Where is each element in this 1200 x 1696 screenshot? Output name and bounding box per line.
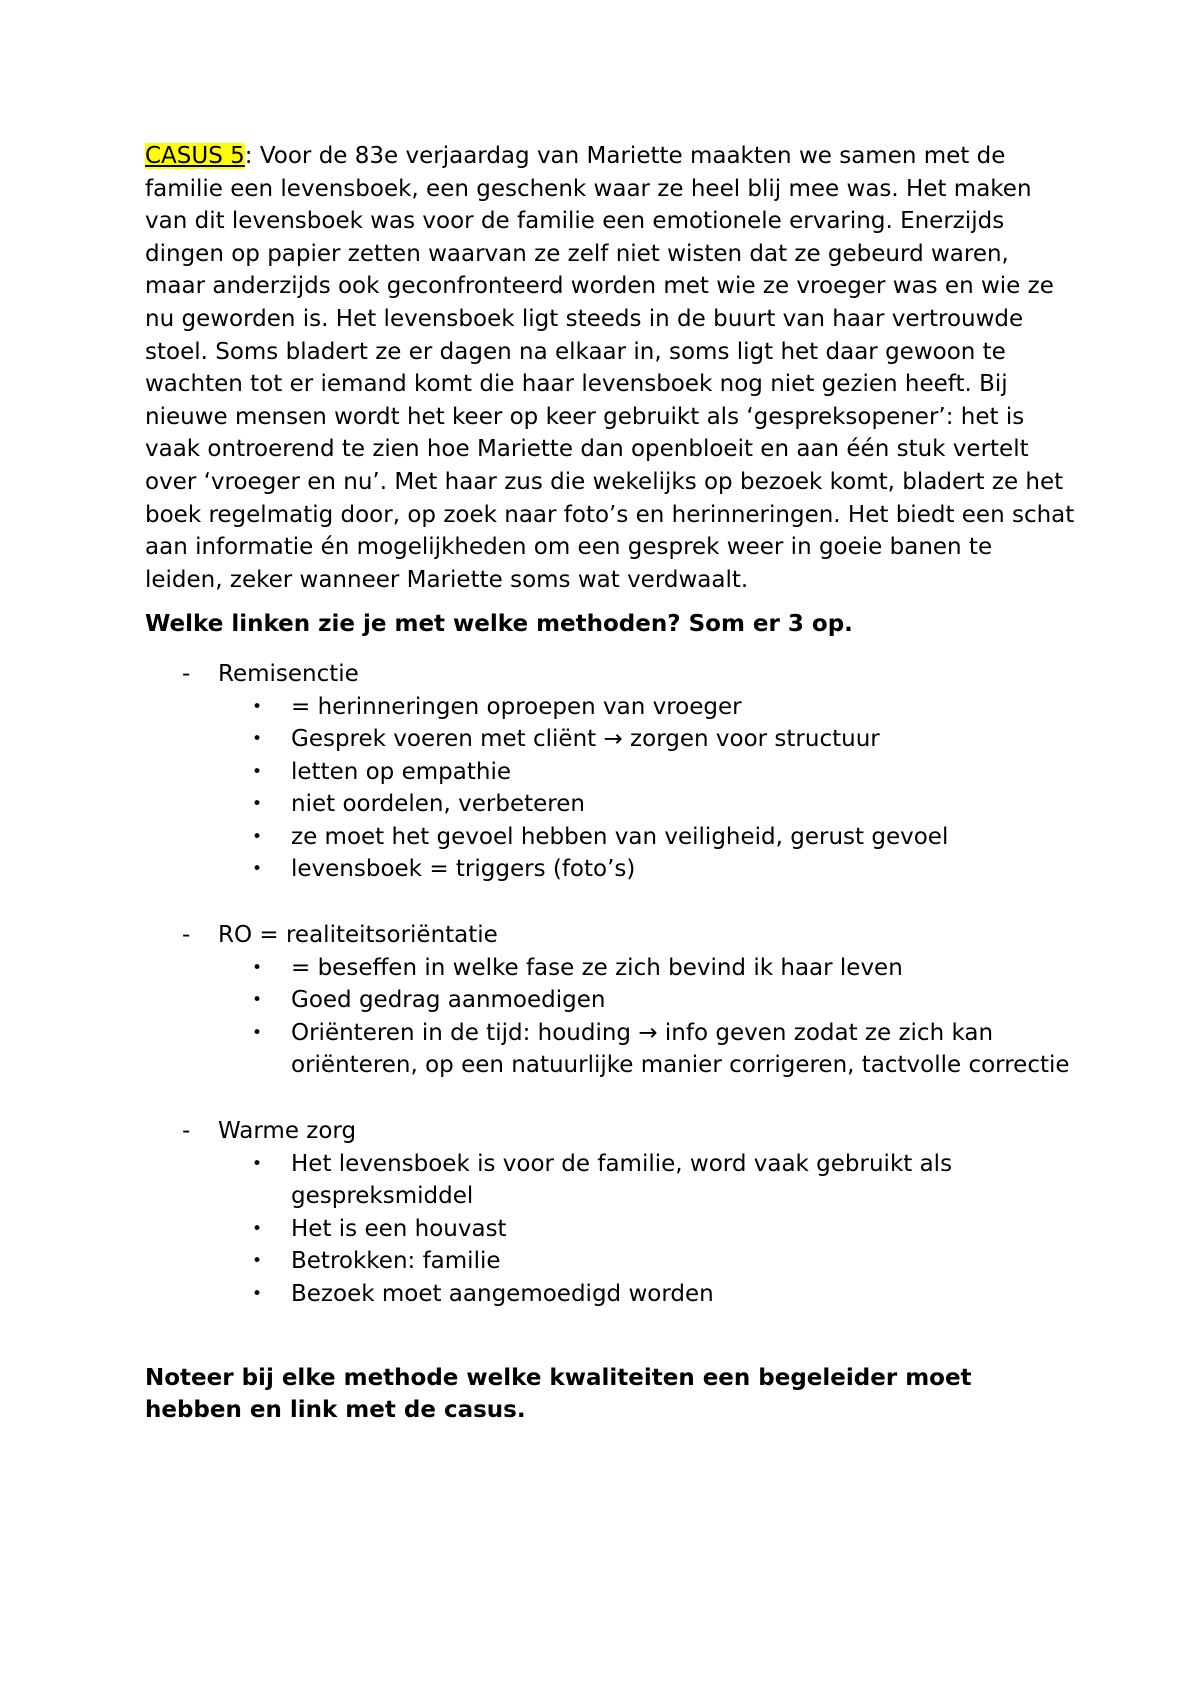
method-title: RO = realiteitsoriëntatie [218, 922, 498, 949]
list-item-text: Oriënteren in de tijd: houding → info geven zodat ze zich kan oriënteren, op een natuurlijke manier corrigeren, tactvolle correctie [291, 1019, 1070, 1079]
bullet-icon: • [252, 859, 263, 880]
bullet-icon: • [252, 990, 263, 1011]
assignment-heading: Noteer bij elke methode welke kwaliteiten een begeleider moet hebben en link met de casus. [145, 1364, 972, 1424]
list-item [145, 1245, 1075, 1278]
bullet-list [145, 952, 1075, 1082]
list-item-text: Goed gedrag aanmoedigen [291, 987, 606, 1014]
dash-marker: - [182, 660, 191, 687]
list-item-text: = herinneringen oproepen van vroeger [291, 693, 742, 720]
list-item-text: = beseffen in welke fase ze zich bevind ik haar leven [291, 954, 903, 981]
bullet-icon: • [252, 761, 263, 782]
bullet-icon: • [252, 794, 263, 815]
list-item [145, 821, 1075, 854]
list-item-text: Het levensboek is voor de familie, word vaak gebruikt als gespreksmiddel [291, 1150, 953, 1210]
list-item-text: Gesprek voeren met cliënt → zorgen voor structuur [291, 726, 880, 753]
method-section [145, 1115, 1075, 1311]
bullet-icon: • [252, 1153, 263, 1174]
bullet-list [145, 691, 1075, 887]
method-section [145, 919, 1075, 1082]
list-item-text: Het is een houvast [291, 1215, 507, 1242]
list-item [145, 788, 1075, 821]
method-section [145, 658, 1075, 886]
bullet-list [145, 1148, 1075, 1311]
case-paragraph [145, 140, 1075, 596]
dash-marker: - [182, 1118, 191, 1145]
list-item [145, 1148, 1075, 1213]
case-text: : Voor de 83e verjaardag van Mariette maakten we samen met de familie een levensboek, een geschenk waar ze heel blij mee was. Het maken van dit levensboek was voor de familie een emotionele ervaring. Enerzijds dingen op papier zetten waarvan ze zelf niet wisten dat ze gebeurd waren, maar anderzijds ook geconfronteerd worden met wie ze vroeger was en wie ze nu geworden is. Het levensboek ligt steeds in de buurt van haar vertrouwde stoel. Soms bladert ze er dagen na elkaar in, soms ligt het daar gewoon te wachten tot er iemand komt die haar levensboek nog niet gezien heeft. Bij nieuwe mensen wordt het keer op keer gebruikt als ‘gespreksopener’: het is vaak ontroerend te zien hoe Mariette dan openbloeit en aan één stuk vertelt over ‘vroeger en nu’. Met haar zus die wekelijks op bezoek komt, bladert ze het boek regelmatig door, op zoek naar foto’s en herinneringen. Het biedt een schat aan informatie én mogelijkheden om een gesprek weer in goeie banen te leiden, zeker wanneer Mariette soms wat verdwaalt. [145, 143, 1075, 593]
bullet-icon: • [252, 1218, 263, 1239]
dash-marker: - [182, 922, 191, 949]
list-item-text: letten op empathie [291, 758, 511, 785]
document-page [145, 140, 1075, 1427]
list-item [145, 756, 1075, 789]
list-item [145, 952, 1075, 985]
list-item-text: Bezoek moet aangemoedigd worden [291, 1281, 714, 1307]
list-item [145, 853, 1075, 886]
method-title-row [145, 919, 1075, 952]
list-item [145, 691, 1075, 724]
list-item-text: ze moet het gevoel hebben van veiligheid, gerust gevoel [291, 823, 949, 850]
list-item [145, 1017, 1075, 1082]
list-item [145, 1213, 1075, 1246]
method-title-row [145, 658, 1075, 691]
list-item [145, 723, 1075, 756]
list-item [145, 984, 1075, 1017]
method-title: Remisenctie [218, 660, 359, 687]
method-title-row [145, 1115, 1075, 1148]
list-item-text: Betrokken: familie [291, 1248, 501, 1275]
bullet-icon: • [252, 1284, 263, 1304]
list-item-text: niet oordelen, verbeteren [291, 791, 585, 818]
bullet-icon: • [252, 957, 263, 978]
method-title: Warme zorg [218, 1118, 357, 1145]
bullet-icon: • [252, 696, 263, 717]
question-heading: Welke linken zie je met welke methoden? Som er 3 op. [145, 611, 853, 638]
case-label: CASUS 5 [145, 143, 245, 169]
bullet-icon: • [252, 729, 263, 750]
bullet-icon: • [252, 1022, 263, 1043]
bullet-icon: • [252, 826, 263, 847]
list-item [145, 1278, 1075, 1311]
list-item-text: levensboek = triggers (foto’s) [291, 856, 636, 883]
bullet-icon: • [252, 1251, 263, 1272]
